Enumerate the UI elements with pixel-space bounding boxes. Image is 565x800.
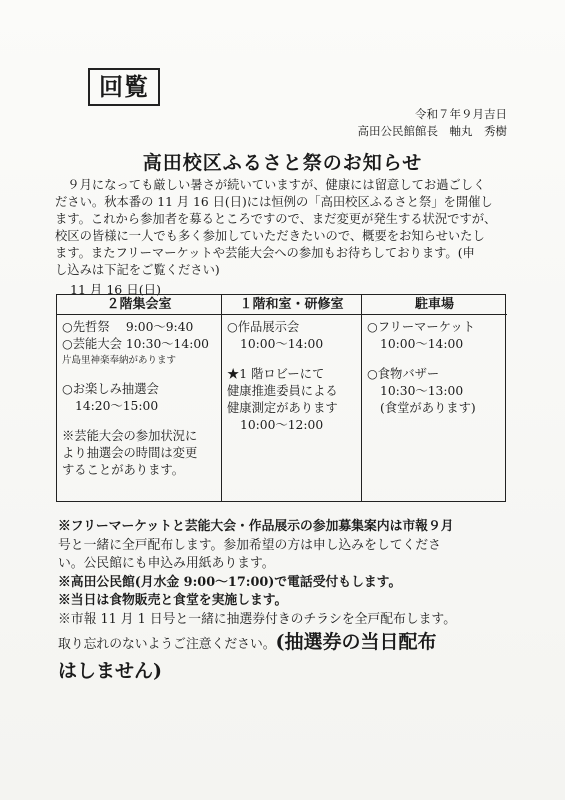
spacer [62,368,221,381]
note-line: ※当日は食物販売と食堂を実施します。 [58,593,288,608]
emphasis-text: (抽選券の当日配布 [275,631,437,653]
event-time: 10:00～12:00 [240,418,324,432]
column-header-1f-rooms: １階和室・研修室 [222,295,362,315]
intro-line: ９月になっても厳しい暑さが続いていますが、健康には留意してお過ごしく [55,178,486,192]
intro-line: 校区の皆様に一人でも多く参加していただきたいので、概要をお知らせいたし [55,229,485,243]
column-1f-rooms [222,315,362,501]
spacer [227,353,361,366]
note-line: ※フリーマーケットと芸能大会・作品展示の参加募集案内は市報９月 [58,519,454,534]
page-title: 高田校区ふるさと祭のお知らせ [142,152,423,174]
event-line: ○食物バザー [367,367,440,381]
circulation-badge: 回覧 [88,68,160,106]
event-note: (食堂があります) [380,401,476,415]
event-note: することがあります。 [62,463,184,477]
notes-section [58,518,533,684]
event-line: 健康測定があります [227,401,338,415]
event-time: 10:00～14:00 [380,337,464,351]
event-time: 14:20～15:00 [75,399,159,413]
column-2f-hall [57,315,222,501]
intro-line: ます。これから参加者を募るところですので、まだ変更が発生する状況ですが、 [55,212,497,226]
spacer [367,353,507,366]
note-line [58,629,533,658]
schedule-table [56,294,506,502]
event-line: ○作品展示会 [227,320,300,334]
intro-paragraph [55,177,525,279]
column-header-parking: 駐車場 [362,295,507,315]
event-note: ※芸能大会の参加状況に [62,429,198,443]
event-note: より抽選会の時間は変更 [62,446,198,460]
column-parking [362,315,507,501]
note-line: ※市報 11 月 1 日号と一緒に抽選券付きのチラシを全戸配布します。 [58,611,456,627]
spacer [62,415,221,428]
intro-line: し込みは下記をご覧ください) [55,263,220,277]
event-line: 健康推進委員による [227,384,338,398]
event-line: ○お楽しみ抽選会 [62,382,159,396]
column-header-2f-hall: ２階集会室 [57,295,222,315]
author-line: 高田公民館館長 軸丸 秀樹 [357,124,507,138]
note-text: 取り忘れのないようご注意ください。 [58,637,276,652]
event-line: ★1 階ロビーにて [227,367,325,381]
note-line: い。公民館にも申込み用紙あります。 [58,556,275,571]
event-time: 10:00～14:00 [240,337,324,351]
event-line: ○芸能大会 10:30～14:00 [62,337,209,351]
schedule-date: 11 月 16 日(日) [70,282,161,297]
issue-date: 令和７年９月吉日 [415,107,507,121]
event-line: ○フリーマーケット [367,320,475,334]
note-line: 号と一緒に全戸配布します。参加希望の方は申し込みをしてくださ [58,537,441,553]
event-note: 片島里神楽奉納があります [62,355,177,366]
event-time: 10:30～13:00 [380,384,464,398]
intro-line: ます。またフリーマーケットや芸能大会への参加もお待ちしております。(申 [55,246,475,260]
intro-line: ださい。秋本番の 11 月 16 日(日)には恒例の「高田校区ふるさと祭」を開催し [55,195,493,209]
note-line: ※高田公民館(月水金 9:00～17:00)で電話受付もします。 [58,574,402,590]
event-line: ○先哲祭 9:00～9:40 [62,320,194,334]
emphasis-text: はしません) [58,660,162,682]
